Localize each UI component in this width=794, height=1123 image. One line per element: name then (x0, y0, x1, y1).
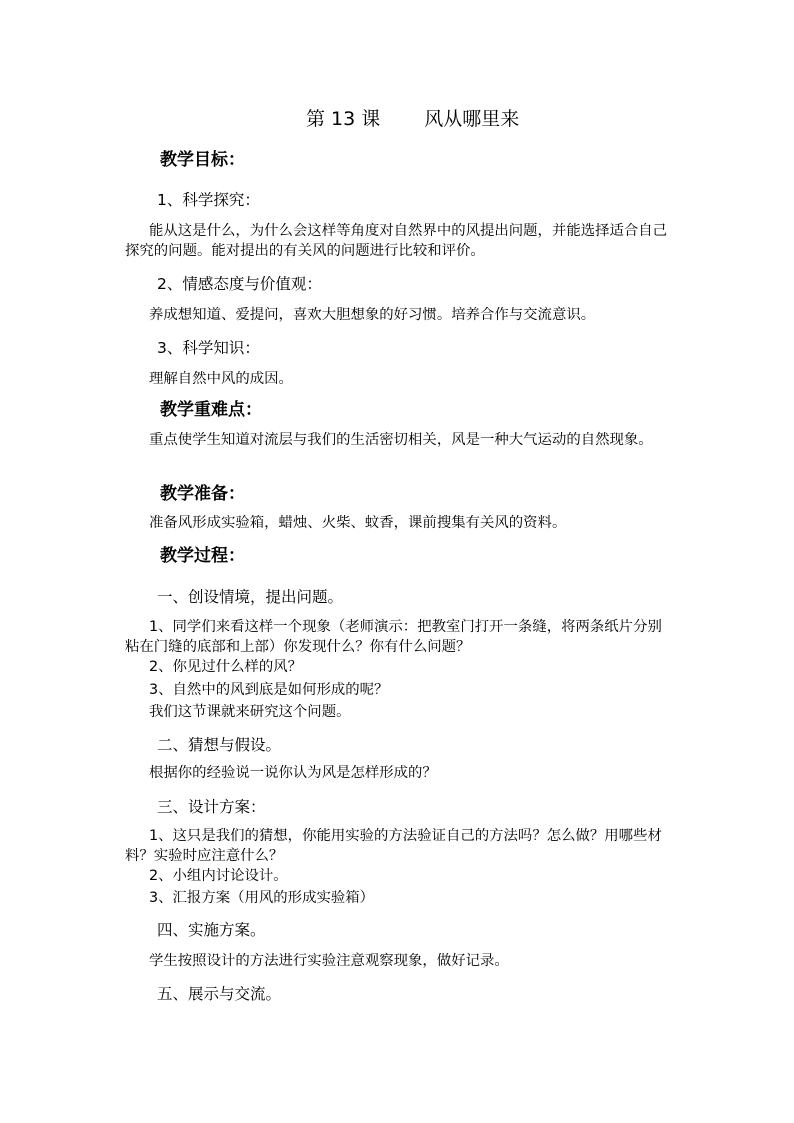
process-heading: 教学过程： (160, 546, 245, 566)
step-2-label: 二、猜想与假设。 (157, 736, 282, 754)
preparation-text: 准备风形成实验箱，蜡烛、火柴、蚊香，课前搜集有关风的资料。 (149, 515, 567, 531)
keypoints-heading: 教学重难点： (160, 400, 262, 420)
lesson-number: 第 13 课 (306, 108, 381, 130)
step-3-item-2: 2、小组内讨论设计。 (149, 868, 288, 884)
step-4-label: 四、实施方案。 (157, 921, 266, 939)
objective-2-text: 养成想知道、爱提问，喜欢大胆想象的好习惯。培养合作与交流意识。 (149, 307, 596, 323)
step-1-item-4: 我们这节课就来研究这个问题。 (149, 704, 351, 720)
objective-3-label: 3、科学知识： (157, 339, 260, 357)
step-1-item-1: 1、同学们来看这样一个现象（老师演示：把教室门打开一条缝，将两条纸片分别粘在门缝的底部和上部）你发现什么？你有什么问题？ (125, 619, 662, 655)
keypoints-text: 重点使学生知道对流层与我们的生活密切相关，风是一种大气运动的自然现象。 (149, 432, 653, 448)
step-3-item-3: 3、汇报方案（用风的形成实验箱） (149, 890, 375, 906)
step-5-label: 五、展示与交流。 (157, 985, 282, 1003)
step-1-item-2: 2、你见过什么样的风？ (149, 659, 303, 675)
objectives-heading: 教学目标： (160, 150, 245, 170)
step-3-label: 三、设计方案： (157, 798, 266, 816)
step-4-text: 学生按照设计的方法进行实验注意观察现象，做好记录。 (149, 953, 509, 969)
objective-1-text: 能从这是什么，为什么会这样等角度对自然界中的风提出问题，并能选择适合自己探究的问题。能对提出的有关风的问题进行比较和评价。 (125, 223, 668, 259)
objective-2-label: 2、情感态度与价值观： (157, 275, 322, 293)
objective-1-label: 1、科学探究： (157, 191, 260, 209)
preparation-heading: 教学准备： (160, 484, 245, 504)
step-1-item-3: 3、自然中的风到底是如何形成的呢？ (149, 682, 389, 698)
step-1-label: 一、创设情境，提出问题。 (157, 588, 344, 606)
step-3-item-1: 1、这只是我们的猜想，你能用实验的方法验证自己的方法吗？怎么做？用哪些材料？实验时应注意什么？ (125, 828, 662, 864)
step-2-text: 根据你的经验说一说你认为风是怎样形成的？ (149, 765, 437, 781)
lesson-name: 风从哪里来 (424, 108, 520, 130)
objective-3-text: 理解自然中风的成因。 (149, 371, 293, 387)
lesson-title (306, 107, 519, 131)
